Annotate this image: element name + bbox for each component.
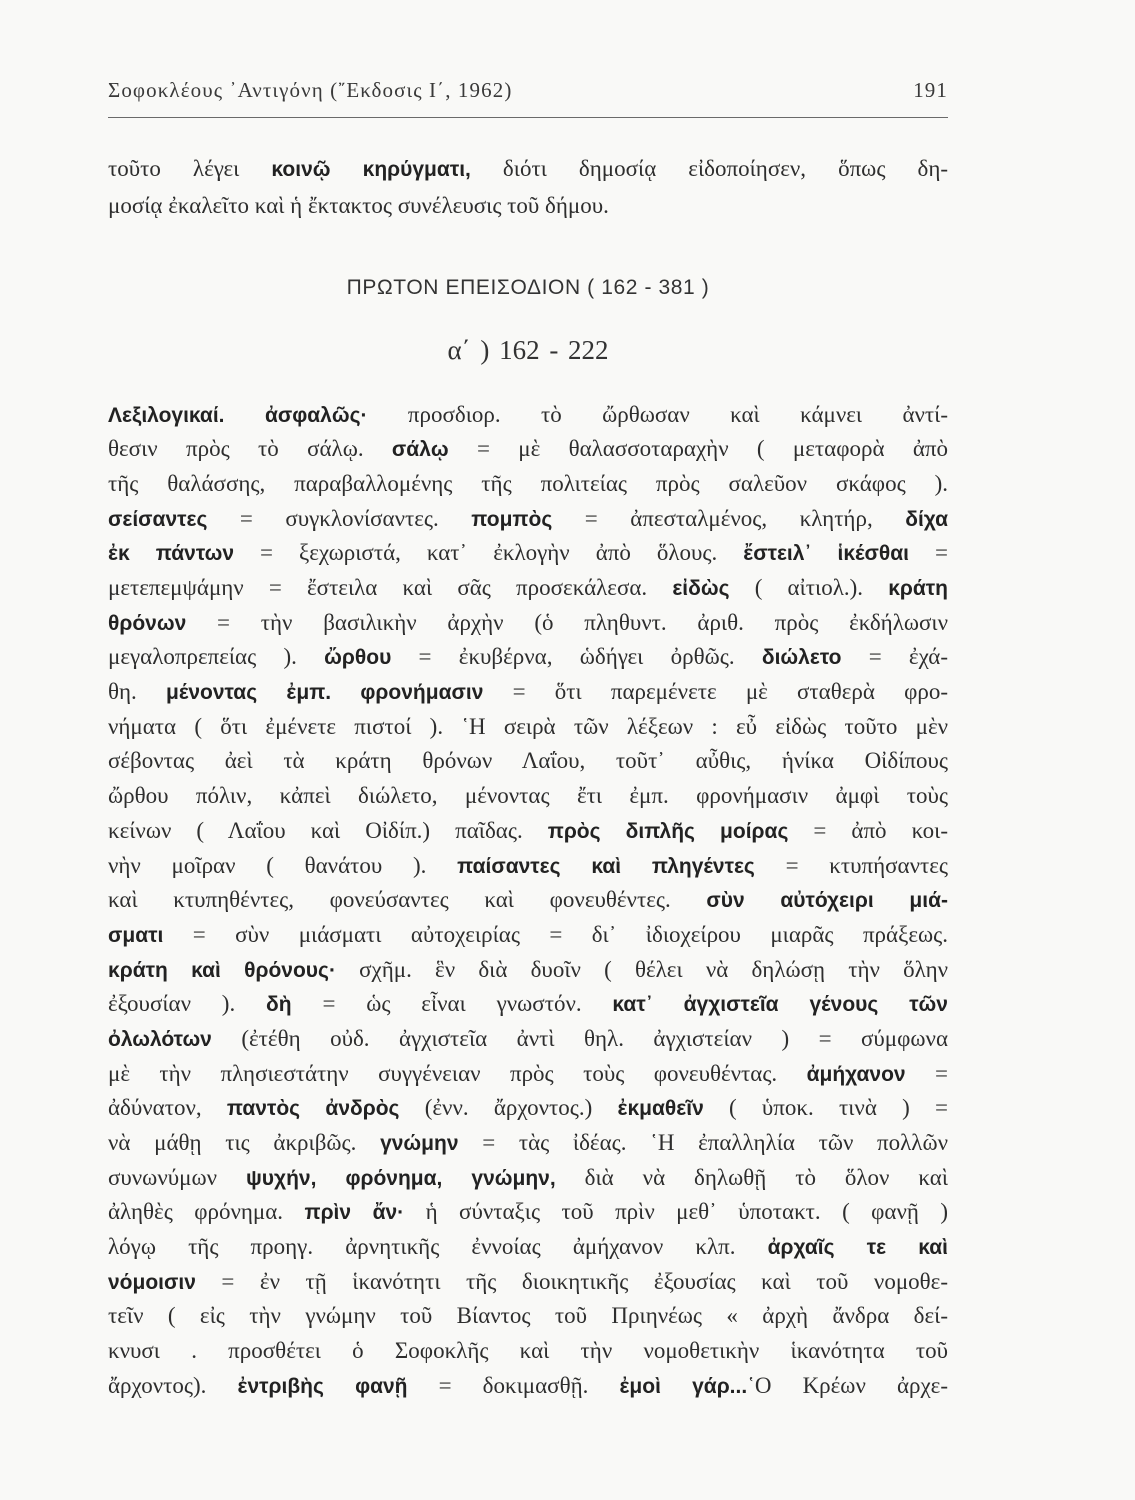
gloss-text: συνωνύμων	[108, 1164, 246, 1190]
gloss-text: ἄρχοντος).	[108, 1372, 238, 1398]
gloss-text: ἡ σύνταξις τοῦ πρὶν μεθ᾿ ὑποτακτ. ( φανῇ )	[404, 1199, 949, 1225]
text-line	[108, 1126, 948, 1161]
lemma-term: παίσαντες καὶ πληγέντες	[457, 854, 755, 878]
running-header	[108, 75, 948, 105]
text-line	[108, 1369, 948, 1404]
gloss-text: τῆς θαλάσσης, παραβαλλομένης τῆς πολιτείας πρὸς σαλεῦον σκάφος ).	[108, 470, 948, 496]
text-line	[108, 1299, 948, 1334]
gloss-text: = ἐκυβέρνα, ὡδήγει ὀρθῶς.	[391, 644, 762, 670]
gloss-text: =	[905, 1060, 948, 1086]
header-rule	[108, 117, 948, 118]
text-line	[108, 536, 948, 571]
lemma-term: σὺν αὐτόχειρι μιά-	[706, 889, 949, 913]
gloss-text: = ξεχωριστά, κατ᾿ ἐκλογὴν ἀπὸ ὅλους.	[234, 540, 744, 566]
gloss-text: ( ὑποκ. τινὰ ) =	[703, 1095, 949, 1121]
text-line	[108, 1091, 948, 1126]
text-line	[108, 606, 948, 641]
gloss-text: προσδιορ. τὸ ὤρθωσαν καὶ κάμνει ἀντί-	[367, 401, 948, 427]
lemma-term: σάλῳ	[391, 438, 449, 462]
text-line	[108, 1022, 948, 1057]
gloss-text: καὶ κτυπηθέντες, φονεύσαντες καὶ φονευθέντες.	[108, 887, 707, 913]
gloss-text: (ἐτέθη οὐδ. ἀγχιστεῖα ἀντὶ θηλ. ἀγχιστείαν ) = σύμφωνα	[211, 1025, 948, 1051]
gloss-text: διότι δημοσίᾳ εἰδοποίησεν, ὅπως δη-	[470, 156, 948, 181]
lemma-term: δὴ	[266, 993, 292, 1017]
text-line	[108, 187, 948, 224]
gloss-text: ὤρθου πόλιν, κἀπεὶ διώλετο, μένοντας ἔτι ἐμπ. φρονήμασιν ἀμφὶ τοὺς	[108, 783, 948, 809]
lemma-term: πρὸς διπλῆς μοίρας	[547, 819, 789, 843]
lemma-term: ἀμήχανον	[806, 1062, 906, 1086]
lemma-term: σματι	[108, 923, 164, 947]
text-line	[108, 1057, 948, 1092]
text-line	[108, 1265, 948, 1300]
lemma-term: σείσαντες	[108, 507, 208, 531]
gloss-text: = ἐχά-	[841, 644, 948, 670]
gloss-text: ῾Ο Κρέων ἀρχε-	[747, 1372, 948, 1398]
text-line	[108, 987, 948, 1022]
gloss-text: μοσίᾳ ἐκαλεῖτο καὶ ἡ ἔκτακτος συνέλευσις τοῦ δήμου.	[108, 193, 609, 218]
text-line	[108, 1334, 948, 1369]
text-line	[108, 640, 948, 675]
gloss-text: = κτυπήσαντες	[754, 852, 948, 878]
text-line	[108, 849, 948, 884]
lemma-term: κράτη	[888, 577, 948, 601]
intro-paragraph	[108, 150, 948, 224]
gloss-text: λόγῳ τῆς προηγ. ἀρνητικῆς ἐννοίας ἀμήχανον κλπ.	[108, 1234, 768, 1260]
lemma-term: διώλετο	[761, 646, 842, 670]
gloss-text: = ὅτι παρεμένετε μὲ σταθερὰ φρο-	[483, 679, 949, 705]
text-line	[108, 953, 948, 988]
gloss-text: διὰ νὰ δηλωθῇ τὸ ὅλον καὶ	[555, 1164, 949, 1190]
gloss-text: μεγαλοπρεπείας ).	[108, 644, 325, 670]
gloss-text: μετεπεμψάμην = ἔστειλα καὶ σᾶς προσεκάλεσα.	[108, 575, 673, 601]
gloss-text: = τὰς ἰδέας. ῾Η ἐπαλληλία τῶν πολλῶν	[458, 1130, 948, 1156]
text-line	[108, 571, 948, 606]
gloss-text: νήματα ( ὅτι ἐμένετε πιστοί ). ῾Η σειρὰ τῶν λέξεων : εὖ εἰδὼς τοῦτο μὲν	[108, 713, 948, 739]
gloss-text: ἐξουσίαν ).	[108, 991, 267, 1017]
lemma-term: ἐκμαθεῖν	[617, 1097, 704, 1121]
gloss-text: κείνων ( Λαΐου καὶ Οἰδίπ.) παῖδας.	[108, 817, 548, 843]
gloss-text: (ἐνν. ἄρχοντος.)	[399, 1095, 618, 1121]
text-line	[108, 675, 948, 710]
text-line	[108, 1230, 948, 1265]
lemma-term: ὀλωλότων	[108, 1027, 212, 1051]
gloss-text: = δοκιμασθῇ.	[407, 1372, 620, 1398]
gloss-text: τοῦτο λέγει	[108, 156, 272, 181]
text-line	[108, 398, 948, 433]
lemma-term: ὤρθου	[324, 646, 392, 670]
lemma-term: μένοντας ἐμπ. φρονήμασιν	[166, 681, 484, 705]
lemma-term: δίχα	[905, 507, 949, 531]
gloss-text: = ἐν τῇ ἱκανότητι τῆς διοικητικῆς ἐξουσίας καὶ τοῦ νομοθε-	[195, 1268, 948, 1294]
gloss-text: νὰ μάθῃ τις ἀκριβῶς.	[108, 1130, 381, 1156]
gloss-text: =	[909, 540, 948, 566]
text-line	[108, 1195, 948, 1230]
text-line	[108, 502, 948, 537]
gloss-text: = ἀπεσταλμένος, κλητήρ,	[552, 505, 906, 531]
lemma-term: εἰδὼς	[672, 577, 730, 601]
text-line	[108, 710, 948, 745]
lemma-term: ἔστειλ᾿ ἱκέσθαι	[743, 542, 909, 566]
lemma-term: νόμοισιν	[108, 1270, 196, 1294]
gloss-text: τεῖν ( εἰς τὴν γνώμην τοῦ Βίαντος τοῦ Πριηνέως « ἀρχὴ ἄνδρα δεί-	[108, 1303, 948, 1329]
lemma-term: κράτη καὶ θρόνους·	[108, 958, 336, 982]
running-title: Σοφοκλέους ᾿Αντιγόνη (῎Εκδοσις Ι΄, 1962)	[108, 77, 513, 102]
gloss-text: = μὲ θαλασσοταραχὴν ( μεταφορὰ ἀπὸ	[448, 436, 949, 462]
lemma-term: γνώμην	[380, 1132, 459, 1156]
gloss-text: = ἀπὸ κοι-	[788, 817, 948, 843]
gloss-text: = ὡς εἶναι γνωστόν.	[291, 991, 613, 1017]
text-line	[108, 779, 948, 814]
gloss-text: ἀληθὲς φρόνημα.	[108, 1199, 305, 1225]
gloss-text: = τὴν βασιλικὴν ἀρχὴν (ὁ πληθυντ. ἀριθ. πρὸς ἐκδήλωσιν	[186, 609, 948, 635]
gloss-text: μὲ τὴν πλησιεστάτην συγγένειαν πρὸς τοὺς φονευθέντας.	[108, 1060, 807, 1086]
lemma-term: ἐντριβὴς φανῇ	[237, 1374, 408, 1398]
text-line	[108, 432, 948, 467]
lemma-term: πρὶν ἄν·	[304, 1201, 405, 1225]
page-number: 191	[913, 77, 948, 102]
text-line	[108, 883, 948, 918]
gloss-text: νὴν μοῖραν ( θανάτου ).	[108, 852, 458, 878]
gloss-text: κνυσι . προσθέτει ὁ Σοφοκλῆς καὶ τὴν νομοθετικὴν ἱκανότητα τοῦ	[108, 1338, 948, 1364]
lemma-term: θρόνων	[108, 611, 187, 635]
gloss-text: θη.	[108, 679, 166, 705]
gloss-text: = συγκλονίσαντες.	[207, 505, 472, 531]
section-subheading: α΄ ) 162 - 222	[447, 335, 609, 365]
text-line	[108, 150, 948, 187]
text-line	[108, 467, 948, 502]
lemma-term: Λεξιλογικαί. ἀσφαλῶς·	[108, 403, 368, 427]
lemma-term: ἀρχαῖς τε καὶ	[767, 1236, 948, 1260]
lemma-term: κατ᾿ ἀγχιστεῖα γένους τῶν	[612, 993, 948, 1017]
gloss-text: ( αἰτιολ.).	[729, 575, 889, 601]
gloss-text: σέβοντας ἀεὶ τὰ κράτη θρόνων Λαΐου, τοῦτ᾿ αὖθις, ἡνίκα Οἰδίπους	[108, 748, 948, 774]
lemma-term: ψυχήν, φρόνημα, γνώμην,	[245, 1166, 556, 1190]
text-line	[108, 814, 948, 849]
commentary-paragraph	[108, 398, 948, 1404]
section-heading: ΠΡΩΤΟΝ ΕΠΕΙΣΟΔΙΟΝ ( 162 - 381 )	[346, 276, 710, 299]
lemma-term: ἐμοὶ γάρ...	[619, 1374, 748, 1398]
lemma-term: πομπὸς	[471, 507, 553, 531]
gloss-text: σχῆμ. ἓν διὰ δυοῖν ( θέλει νὰ δηλώσῃ τὴν ὅλην	[335, 956, 948, 982]
lemma-term: κοινῷ κηρύγματι,	[271, 158, 471, 181]
gloss-text: ἀδύνατον,	[108, 1095, 227, 1121]
gloss-text: = σὺν μιάσματι αὐτοχειρίας = δι᾿ ἰδιοχείρου μιαρᾶς πράξεως.	[163, 921, 948, 947]
lemma-term: ἐκ πάντων	[108, 542, 235, 566]
lemma-term: παντὸς ἀνδρὸς	[226, 1097, 400, 1121]
text-line	[108, 918, 948, 953]
text-line	[108, 744, 948, 779]
gloss-text: θεσιν πρὸς τὸ σάλῳ.	[108, 436, 392, 462]
text-line	[108, 1161, 948, 1196]
